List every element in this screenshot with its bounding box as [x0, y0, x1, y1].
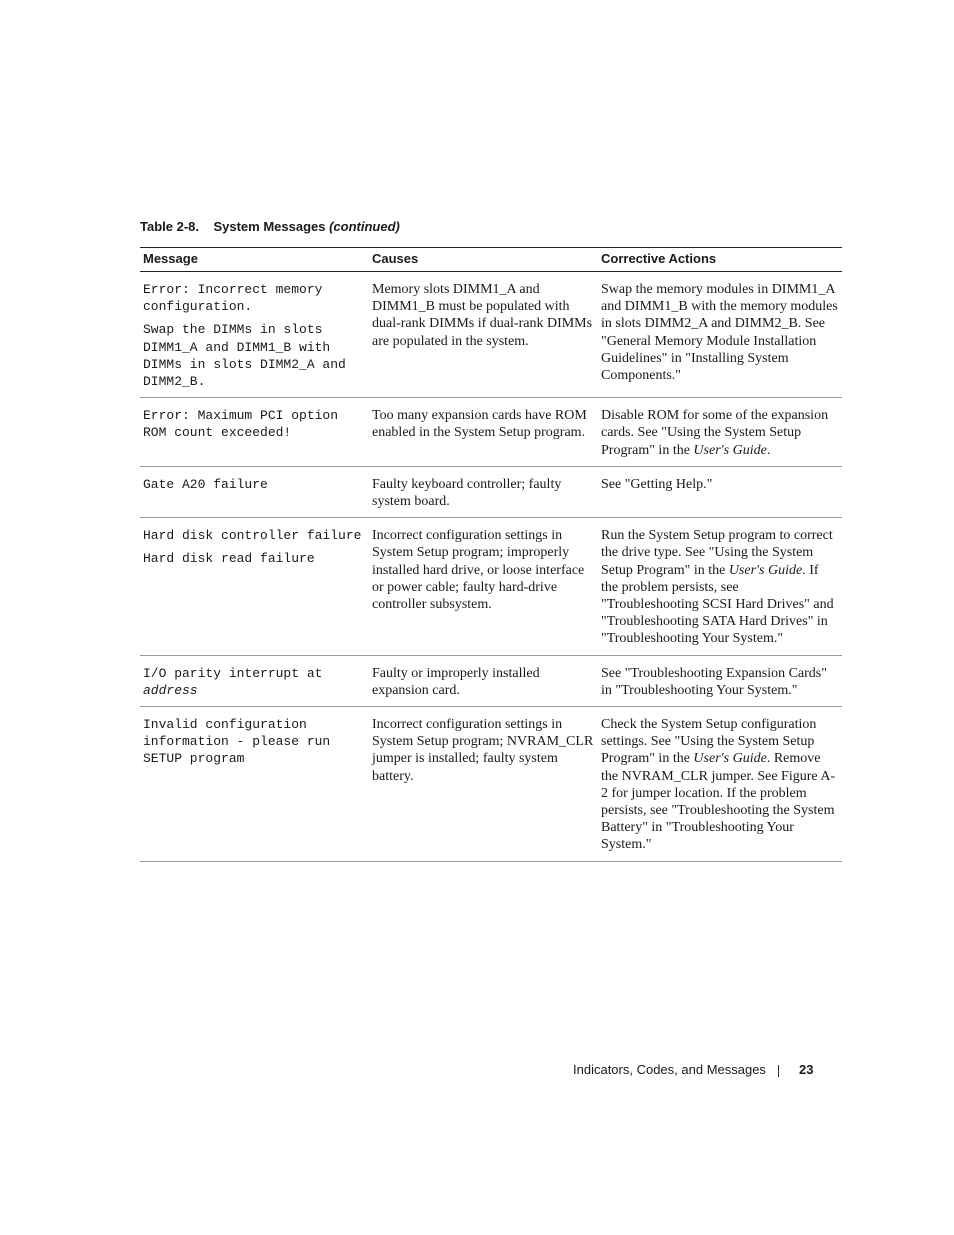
causes-cell: Memory slots DIMM1_A and DIMM1_B must be populated with dual-rank DIMMs if dual-rank DIMMs are populated in the system. — [369, 272, 598, 398]
message-cell — [140, 272, 369, 398]
message-cell — [140, 518, 369, 655]
table-caption — [140, 219, 400, 234]
table-header-row — [140, 248, 842, 272]
column-header-message: Message — [140, 248, 369, 272]
message-text: Hard disk controller failure — [143, 528, 362, 544]
message-cell — [140, 707, 369, 862]
table-row — [140, 272, 842, 398]
corrective-actions-cell: Swap the memory modules in DIMM1_A and DIMM1_B with the memory modules in slots DIMM2_A and DIMM2_B. See "General Memory Module Installation Guidelines" in "Installing System Components." — [598, 272, 842, 398]
message-cell — [140, 655, 369, 706]
corrective-actions-cell: Disable ROM for some of the expansion cards. See "Using the System Setup Program" in the User's Guide. — [598, 398, 842, 467]
message-text: Gate A20 failure — [143, 476, 268, 492]
corrective-actions-cell: Run the System Setup program to correct the drive type. See "Using the System Setup Program" in the User's Guide. If the problem persists, see "Troubleshooting SCSI Hard Drives" and "Troubleshooting SATA Hard Drives" in "Troubleshooting Your System." — [598, 518, 842, 655]
footer-divider — [778, 1065, 779, 1077]
corrective-actions-cell: Check the System Setup configuration settings. See "Using the System Setup Program" in the User's Guide. Remove the NVRAM_CLR jumper. See Figure A-2 for jumper location. If the problem persists, see "Troubleshooting the System Battery" in "Troubleshooting Your System." — [598, 707, 842, 862]
page-number: 23 — [799, 1062, 814, 1077]
column-header-corrective-actions: Corrective Actions — [598, 248, 842, 272]
message-cell — [140, 466, 369, 517]
system-messages-table — [140, 247, 842, 862]
message-text: Error: Maximum PCI option ROM count exceeded! — [143, 408, 339, 441]
corrective-actions-cell: See "Troubleshooting Expansion Cards" in "Troubleshooting Your System." — [598, 655, 842, 706]
table-row — [140, 398, 842, 467]
column-header-causes: Causes — [369, 248, 598, 272]
table-row — [140, 466, 842, 517]
caption-label: Table 2-8. — [140, 219, 200, 234]
message-text: Invalid configuration information - please run SETUP program — [143, 717, 331, 767]
message-text: I/O parity interrupt at address — [143, 665, 323, 698]
message-text: Error: Incorrect memory configuration. — [143, 282, 323, 315]
causes-cell: Faulty keyboard controller; faulty system board. — [369, 466, 598, 517]
message-cell — [140, 398, 369, 467]
footer-section-title: Indicators, Codes, and Messages — [573, 1062, 766, 1077]
caption-title: System Messages — [213, 219, 326, 234]
causes-cell: Faulty or improperly installed expansion card. — [369, 655, 598, 706]
message-text: Hard disk read failure — [143, 551, 315, 567]
table-row — [140, 518, 842, 655]
page-footer — [573, 1062, 814, 1077]
caption-continued: (continued) — [329, 219, 400, 234]
causes-cell: Incorrect configuration settings in System Setup program; improperly installed hard drive, or loose interface or power cable; faulty hard-drive controller subsystem. — [369, 518, 598, 655]
corrective-actions-cell: See "Getting Help." — [598, 466, 842, 517]
message-text: Swap the DIMMs in slots DIMM1_A and DIMM1_B with DIMMs in slots DIMM2_A and DIMM2_B. — [143, 322, 346, 390]
table-row — [140, 707, 842, 862]
table-row — [140, 655, 842, 706]
causes-cell: Incorrect configuration settings in System Setup program; NVRAM_CLR jumper is installed; faulty system battery. — [369, 707, 598, 862]
causes-cell: Too many expansion cards have ROM enabled in the System Setup program. — [369, 398, 598, 467]
